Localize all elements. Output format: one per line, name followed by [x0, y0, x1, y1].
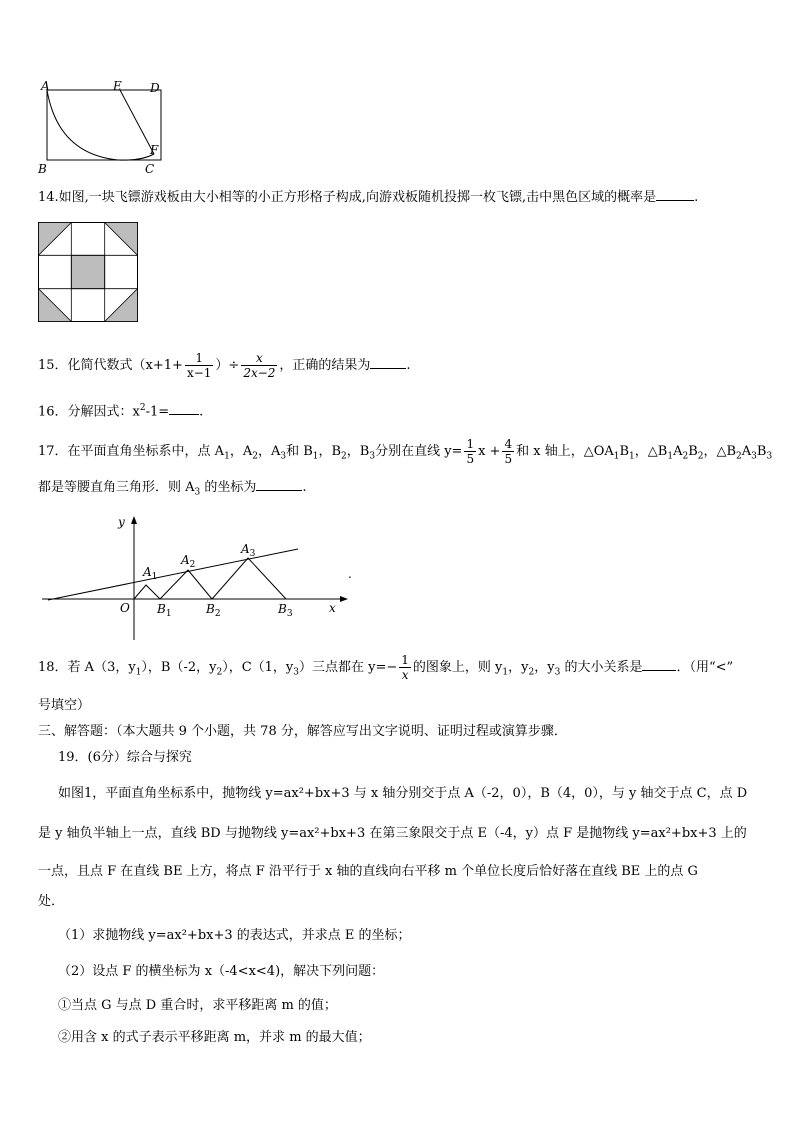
label-b3: $B_3$ [278, 602, 293, 619]
q17-text: ，B [346, 444, 370, 459]
q18-sub: 3 [554, 667, 561, 678]
q15-answer-blank [370, 354, 406, 369]
q19-text: （2）设点 F 的横坐标为 x（-4<x<4)，解决下列问题： [58, 964, 385, 979]
rectangle-arc-figure [36, 78, 176, 178]
label-b2: $B_2$ [206, 602, 221, 619]
section-3-header [38, 722, 567, 742]
q18-text: ，y [508, 660, 529, 675]
arc-af [47, 90, 154, 160]
center-square [71, 255, 104, 288]
q17-fraction-1: $\frac{1}{5}$ [466, 437, 475, 466]
q17-sub: 1 [629, 451, 635, 462]
q15-fraction-1: $\frac{1}{x-1}$ [186, 351, 212, 380]
y-axis-arrow [131, 516, 137, 524]
question-18 [38, 650, 733, 691]
q18-text: ．（用“<” [676, 660, 734, 675]
q17-text: ，A [257, 444, 281, 459]
label-d: D [150, 81, 160, 95]
q19-body-line-4 [38, 892, 64, 912]
q17-sub: 3 [766, 451, 773, 462]
q17-text: 的坐标为 [200, 480, 257, 495]
q15-prefix: 15．化简代数式（x+1+ [38, 358, 183, 373]
q18-text: 的大小关系是 [560, 660, 643, 675]
q17-text: A [741, 444, 752, 459]
q17-sub: 1 [224, 451, 230, 462]
q17-sub: 3 [194, 487, 201, 498]
label-f: F [150, 143, 159, 157]
q17-text: 和 x 轴上，△OA [516, 444, 614, 459]
q19-part-1 [58, 926, 411, 946]
q17-text: B [756, 444, 767, 459]
q19-body-line-1 [58, 784, 747, 804]
q14-answer-blank [656, 186, 694, 201]
q17-text: 分别在直线 y= [375, 444, 463, 459]
q17-sub: 1 [312, 451, 319, 462]
question-15 [38, 348, 411, 384]
dartboard-figure [38, 222, 138, 322]
label-e: E [113, 79, 122, 93]
q17-sub: 2 [252, 451, 258, 462]
q18-sub: 3 [293, 667, 300, 678]
label-a1: $A_1$ [143, 565, 158, 582]
q17-text: 和 B [286, 444, 313, 459]
q17-sub: 2 [736, 451, 742, 462]
rectangle-abcd [47, 90, 161, 160]
q19-text: （1）求抛物线 y=ax²+bx+3 的表达式，并求点 E 的坐标； [58, 928, 411, 943]
q17-sub: 1 [613, 451, 620, 462]
q17-sub: 1 [667, 451, 674, 462]
q17-sub: 2 [341, 451, 347, 462]
q17-sub: 2 [682, 451, 689, 462]
question-17-line-2 [38, 476, 307, 503]
q18-sub: 2 [528, 667, 535, 678]
q17-text: 17．在平面直角坐标系中，点 A [38, 444, 225, 459]
q17-sub: 3 [369, 451, 376, 462]
q17-fraction-2: $\frac{4}{5}$ [504, 437, 513, 466]
q19-part-2-2 [58, 1028, 371, 1048]
q17-sub: 3 [280, 451, 287, 462]
label-b1: $B_1$ [157, 602, 172, 619]
q17-text: B [688, 444, 698, 459]
q17-text: 都是等腰直角三角形．则 A [38, 480, 195, 495]
q17-text: ，A [229, 444, 253, 459]
x-axis-arrow [340, 596, 348, 602]
q16-prefix: 16．分解因式：x [38, 404, 140, 420]
q18-text: 号填空） [38, 698, 91, 713]
q19-text: 一点，且点 F 在直线 BE 上方，将点 F 沿平行于 x 轴的直线向右平移 m 个单位长度后恰好落在直线 BE 上的点 G [38, 864, 698, 879]
label-o: O [120, 601, 130, 615]
q18-fraction: $\frac{1}{x}$ [401, 653, 409, 682]
q19-body-line-2 [38, 824, 747, 844]
q19-body-line-3 [38, 862, 698, 882]
q17-text: A [673, 444, 683, 459]
q18-text: 18．若 A（3，y [38, 660, 136, 675]
label-a: A [41, 79, 50, 93]
label-a3: $A_3$ [241, 542, 256, 559]
label-a2: $A_2$ [181, 553, 196, 570]
q17-text: ，B [318, 444, 342, 459]
q15-end: . [406, 358, 411, 373]
question-16 [38, 398, 203, 422]
q18-answer-blank [642, 656, 676, 671]
q16-answer-blank [169, 400, 199, 415]
label-b: B [38, 162, 47, 176]
q17-text: ，△B [634, 444, 668, 459]
triangle-b1a2b2 [160, 570, 212, 599]
q19-part-2 [58, 962, 384, 982]
q16-exponent: 2 [139, 403, 146, 413]
section-3-text: 三、解答题：（本大题共 9 个小题，共 78 分，解答应写出文字说明、证明过程或演算步骤． [38, 724, 567, 739]
label-y: y [118, 515, 125, 529]
q19-text: 处． [38, 894, 65, 909]
line-y-1-5x-4-5 [48, 549, 298, 600]
q18-text: ），B（-2，y [141, 660, 217, 675]
segment-ef [120, 90, 154, 154]
q17-sub: 2 [697, 451, 704, 462]
q16-suffix: -1= [145, 404, 170, 420]
q19-title: 19．(6分）综合与探究 [58, 750, 192, 765]
triangle-oa1b1 [134, 585, 160, 599]
q17-text: ，△B [703, 444, 737, 459]
q18-text: ），C（1，y [222, 660, 294, 675]
trailing-dot: . [348, 567, 352, 581]
q18-sub: 1 [135, 667, 142, 678]
q19-text: 如图1，平面直角坐标系中，抛物线 y=ax²+bx+3 与 x 轴分别交于点 A（-2，0），B（4，0），与 y 轴交于点 C，点 D [58, 786, 748, 801]
question-18-line-2 [38, 696, 90, 716]
coordinate-triangles-figure [38, 512, 358, 644]
q18-sub: 2 [216, 667, 223, 678]
q19-part-2-1 [58, 996, 337, 1016]
q15-suffix: ，正确的结果为 [279, 358, 371, 373]
q19-text: ②用含 x 的式子表示平移距离 m，并求 m 的最大值； [58, 1030, 371, 1045]
q19-text: ①当点 G 与点 D 重合时，求平移距离 m 的值； [58, 998, 337, 1013]
label-c: C [145, 162, 155, 176]
question-19-title [58, 748, 192, 768]
question-14 [38, 186, 698, 208]
q17-text: B [619, 444, 630, 459]
q18-text: ，y [534, 660, 555, 675]
q18-sub: 1 [502, 667, 509, 678]
q16-end: . [199, 404, 204, 420]
q17-end: . [302, 480, 307, 495]
q18-text: ）三点都在 y=− [299, 660, 398, 675]
q18-text: 的图象上，则 y [412, 660, 503, 675]
question-17 [38, 434, 772, 475]
q15-mid: ）÷ [215, 358, 240, 373]
q15-fraction-2: $\frac{x}{2x-2}$ [243, 351, 276, 380]
q14-end: . [694, 190, 699, 205]
q14-text: 14.如图,一块飞镖游戏板由大小相等的小正方形格子构成,向游戏板随机投掷一枚飞镖,击中黑色区域的概率是 [38, 190, 657, 205]
label-x: x [329, 601, 336, 615]
q19-text: 是 y 轴负半轴上一点，直线 BD 与抛物线 y=ax²+bx+3 在第三象限交于点 E（-4，y）点 F 是抛物线 y=ax²+bx+3 上的 [38, 826, 747, 841]
q17-answer-blank [256, 476, 302, 491]
q17-sub: 3 [751, 451, 757, 462]
q17-text: x + [478, 444, 501, 459]
